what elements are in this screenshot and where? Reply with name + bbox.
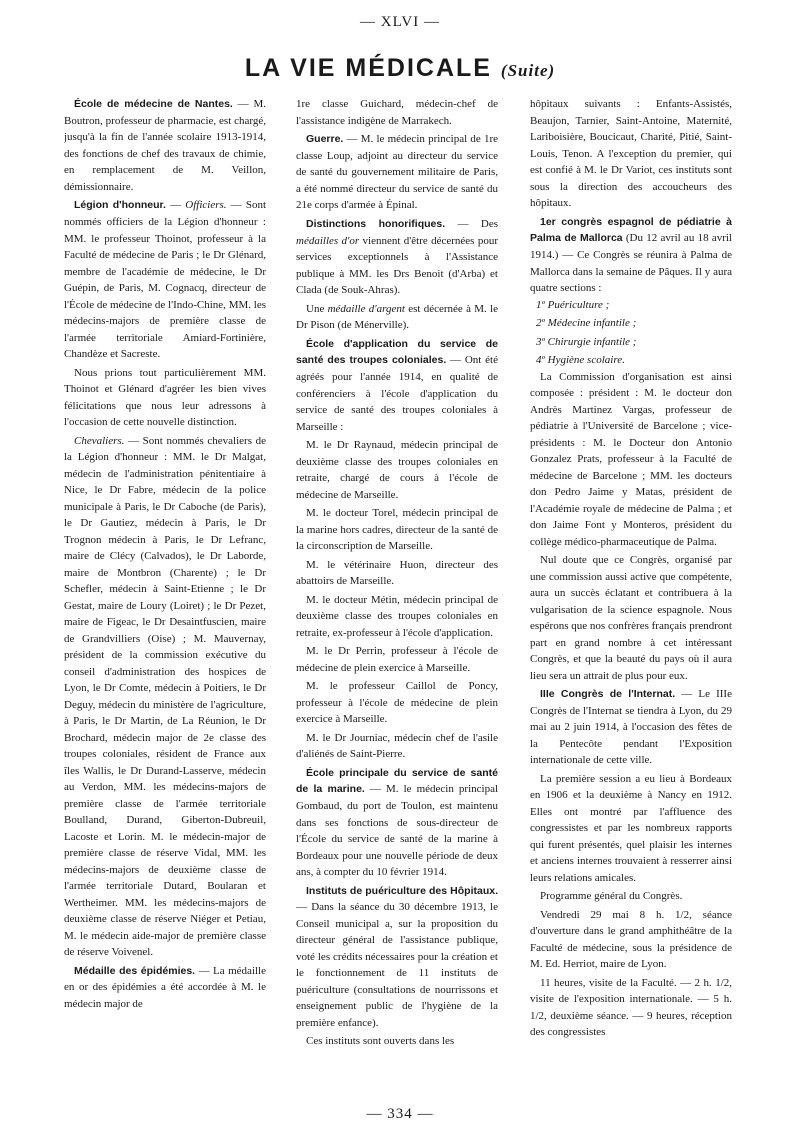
- paragraph-nul-doute: Nul doute que ce Congrès, organisé par une commission aussi active que compétente, aura un succès éclatant et contribuera à la vulgarisation de la science espagnole. Nous espérons que nos confrères français prendront part en grand nombre à cet intéressant Congrès, et que la beauté du pays où il aura lieu sera un attrait de plus pour eux.: [530, 554, 732, 682]
- heading-legion-honneur: Légion d'honneur.: [74, 199, 166, 212]
- heading-ecole-nantes: École de médecine de Nantes.: [74, 98, 233, 110]
- paragraph-commission: La Commission d'organisation est ainsi composée : président : M. le docteur don Andrès Martinez Vargas, professeur de pédiatrie à l'Université de Barcelone ; vice-présidents : M. le Docteur don Antonio Gonzalez Prats, professeur à la Faculté de médecine de Barcelone ; MM. les docteurs don Pedro Jaime y Matas, président de l'Académie royale de médecine de Palma ; et don Jaime Font y Monteros, président du collège médico-pharmaceutique de Palma.: [530, 370, 732, 548]
- heading-guerre: Guerre.: [306, 133, 344, 145]
- heading-ecole-marine: École principale du service de santé de la marine.: [296, 766, 498, 796]
- list-item: 3º Chirurgie infantile ;: [536, 335, 637, 348]
- paragraph-body: — M. le médecin principal de 1re classe Loup, adjoint au directeur du service de santé du gouvernement militaire de Paris, a été nommé directeur du service de santé du 21e corps d'armée à Épinal.: [296, 133, 498, 212]
- heading-distinctions: Distinctions honorifiques.: [306, 217, 446, 230]
- paragraph-instituts: [296, 883, 498, 1032]
- paragraph-body: — Sont nommés officiers de la Légion d'honneur : MM. le professeur Thoinot, professeur à la Faculté de médecine de Paris ; le Dr Glénard, membre de l'académie de médecine, le Dr Guépin, de Paris, M. Cognacq, directeur de l'École de médecine de l'Indo-Chine, MM. les médecins-majors de première classe de l'armée territoriale Amiard-Fortinière, Chandèze et Sacreste.: [64, 199, 266, 360]
- paragraph-journiac: M. le Dr Journiac, médecin chef de l'asile d'aliénés de Saint-Pierre.: [296, 731, 498, 760]
- heading-instituts: Instituts de puériculture des Hôpitaux.: [306, 884, 498, 897]
- list-item: 4º Hygiène scolaire.: [536, 354, 625, 366]
- page-header-roman: — XLVI —: [360, 14, 440, 30]
- paragraph-body: — Sont nommés chevaliers de la Légion d'honneur : MM. le Dr Malgat, médecin de l'administration pénitentiaire à Nice, le Dr Fabre, médecin de la police municipale à Paris, le Dr Caboche (de Paris), le Dr Gautiez, médecin à Paris, le Dr Trognon médecin à Paris, le Dr Lefranc, maire de Clécy (Calvados), le Dr Laborde, maire de Montbron (Charente) ; le Dr Schefler, médecin à Saint-Etienne ; le Dr Gestat, maire de Loury (Loiret) ; le Dr Pezet, maire de Figeac, le Dr Desaintfuscien, maire de Grandvilliers (Oise) ; M. Mauvernay, président de la commission exécutive du conseil d'administration des hospices de Lyon, le Dr Comte, médecin à Poitiers, le Dr Deguy, médecin du ministère de l'agriculture, à Paris, le Dr Martin, de La Réunion, le Dr Brochard, médecin major de 2e classe des troupes coloniales, résident de France aux îles Wallis, le Dr Durand-Lasserve, médecin au Verdon, MM. les médecins-majors de première classe de l'armée territoriale Boulland, Durand, Giberton-Dubreuil, Lacoste et Lorin. M. le médecin-major de première classe de réserve Vidal, MM. les médecins-majors de deuxième classe de l'armée territoriale Dutard, Boularan et Wertheimer. MM. les médecins-majors de deuxième classe de réserve Niéger et Petiau, M. le médecin aide-major de première classe de réserve Voivenel.: [64, 434, 266, 958]
- page-title: [0, 54, 800, 83]
- paragraph-instituts-ouverts: Ces instituts sont ouverts dans les: [306, 1035, 455, 1048]
- paragraph-medaille-epidemies: [64, 963, 266, 1013]
- subheading-chevaliers: Chevaliers.: [74, 434, 125, 447]
- paragraph-horaires: 11 heures, visite de la Faculté. — 2 h. 1/2, visite de l'exposition internationale. — 5 h. 1/2, deuxième séance. — 9 heures, réception des congressistes: [530, 976, 732, 1039]
- paragraph-premiere-session: La première session a eu lieu à Bordeaux en 1906 et la deuxième à Nancy en 1912. Elles ont montré par l'affluence des congressistes et par les nombreux rapports qui furent présentés, quel plaisir les internes et anciens internes trouvaient à resserrer ainsi leurs relations amicales.: [530, 772, 732, 884]
- list-item: 2º Médecine infantile ;: [536, 317, 637, 329]
- paragraph-chevaliers: [64, 433, 266, 961]
- paragraph-ecole-application: [296, 336, 498, 436]
- paragraph-ecole-marine: [296, 765, 498, 881]
- column-2: [296, 96, 498, 1090]
- paragraph-body: est décernée à M. le Dr Pison (de Ménerville).: [296, 302, 498, 331]
- column-1: [64, 96, 266, 1090]
- paragraph-legion-officiers: [64, 197, 266, 362]
- paragraph-nantes: [64, 96, 266, 195]
- paragraph-distinctions: [296, 216, 498, 299]
- paragraph-body: — M. le médecin principal Gombaud, du port de Toulon, est maintenu dans ses fonctions de sous-directeur de l'École du service de santé de la marine à Bordeaux pour une nouvelle période de deux ans, à compter du 10 février 1914.: [296, 783, 498, 878]
- paragraph-felicitations: Nous prions tout particulièrement MM. Thoinot et Glénard d'agréer les bien vives félicitations que nous leur adressons à l'occasion de cette nouvelle distinction.: [64, 366, 266, 428]
- emphasis-medaille-argent: médaille d'argent: [327, 302, 405, 315]
- paragraph-caillol: M. le professeur Caillol de Poncy, professeur à l'école de médecine de plein exercice à Marseille.: [296, 680, 498, 725]
- paragraph-torel: M. le docteur Torel, médecin principal de la marine hors cadres, directeur de la santé de la circonscription de Marseille.: [296, 507, 498, 552]
- page-title-main: LA VIE MÉDICALE: [244, 54, 492, 82]
- emphasis-medailles-or: médailles d'or: [296, 234, 360, 247]
- page-number: — 334 —: [366, 1106, 434, 1122]
- paragraph-body: (Du 12 avril au 18 avril 1914.) — Ce Congrès se réunira à Palma de Mallorca dans la semaine de Pâques. Il y aura quatre sections :: [530, 232, 732, 294]
- page-title-suite: (Suite): [500, 61, 556, 80]
- heading-congres-internat: IIIe Congrès de l'Internat.: [540, 688, 676, 700]
- paragraph-vendredi: Vendredi 29 mai 8 h. 1/2, séance d'ouverture dans le grand amphithéâtre de la Faculté de médecine, sous la présidence de M. Ed. Herriot, maire de Lyon.: [530, 908, 732, 971]
- paragraph-body: — Dans la séance du 30 décembre 1913, le Conseil municipal a, sur la proposition du directeur général de l'assistance publique, voté les crédits nécessaires pour la création et le fonctionnement de 11 instituts de puériculture (consultations de nourrissons et enseignement public de l'hygiène de la première enfance).: [296, 901, 498, 1029]
- paragraph-programme: Programme général du Congrès.: [540, 890, 683, 903]
- separator: —: [165, 199, 186, 212]
- paragraph-raynaud: M. le Dr Raynaud, médecin principal de deuxième classe des troupes coloniales en retraite, chargé de cours à l'école de médecine de Marseille.: [296, 439, 498, 501]
- paragraph-huon: M. le vétérinaire Huon, directeur des abattoirs de Marseille.: [296, 558, 498, 587]
- paragraph-congres-pediatrie: [530, 214, 732, 297]
- heading-congres-pediatrie: 1er congrès espagnol de pédiatrie à Palma de Mallorca: [530, 215, 732, 245]
- column-3: [530, 96, 732, 1090]
- paragraph-guerre: [296, 131, 498, 214]
- paragraph-perrin: M. le Dr Perrin, professeur à l'école de médecine de plein exercice à Marseille.: [296, 645, 498, 674]
- heading-ecole-application: École d'application du service de santé des troupes coloniales.: [296, 337, 498, 367]
- paragraph-body: — La médaille en or des épidémies a été accordée à M. le médecin major de: [64, 964, 266, 1010]
- paragraph-body: — M. Boutron, professeur de pharmacie, est chargé, jusqu'à la fin de l'année scolaire 1913-1914, des fonctions de chef des travaux de chimie, en remplacement de M. Veillon, démissionnaire.: [64, 98, 266, 193]
- paragraph-body: viennent d'être décernées pour services exceptionnels à l'Assistance publique à MM. les Drs Benoit (d'Arba) et Clada (de Souk-Ahras).: [296, 234, 498, 296]
- sections-list: [530, 297, 732, 369]
- heading-medaille-epidemies: Médaille des épidémies.: [74, 964, 196, 977]
- paragraph-body: — Des: [445, 217, 498, 230]
- paragraph-guichard: 1re classe Guichard, médecin-chef de l'assistance indigène de Marrakech.: [296, 98, 498, 127]
- paragraph-body: — Le IIIe Congrès de l'Internat se tiendra à Lyon, du 29 mai au 2 juin 1914, à l'occasion des fêtes de la Pentecôte pendant l'Exposition internationale de cette ville.: [530, 688, 732, 767]
- paragraph-medaille-argent: [296, 301, 498, 334]
- paragraph-body: Une: [306, 302, 328, 315]
- list-item: 1º Puériculture ;: [536, 298, 610, 311]
- subheading-officiers: Officiers.: [185, 199, 227, 212]
- paragraph-body: — Ont été agréés pour l'année 1914, en qualité de conférenciers à l'école d'application du service de santé des troupes coloniales à Marseille :: [296, 354, 498, 433]
- paragraph-congres-internat: [530, 686, 732, 769]
- paragraph-hopitaux: hôpitaux suivants : Enfants-Assistés, Beaujon, Tarnier, Saint-Antoine, Maternité, Lariboisière, Boucicaut, Charité, Pitié, Saint-Louis, Tenon. A l'exception du premier, qui est confié à M. le Dr Variot, ces instituts sont sous la direction des accoucheurs des hôpitaux.: [530, 98, 732, 209]
- paragraph-metin: M. le docteur Métin, médecin principal de deuxième classe des troupes coloniales en retraite, ex-professeur à l'école d'application.: [296, 593, 498, 639]
